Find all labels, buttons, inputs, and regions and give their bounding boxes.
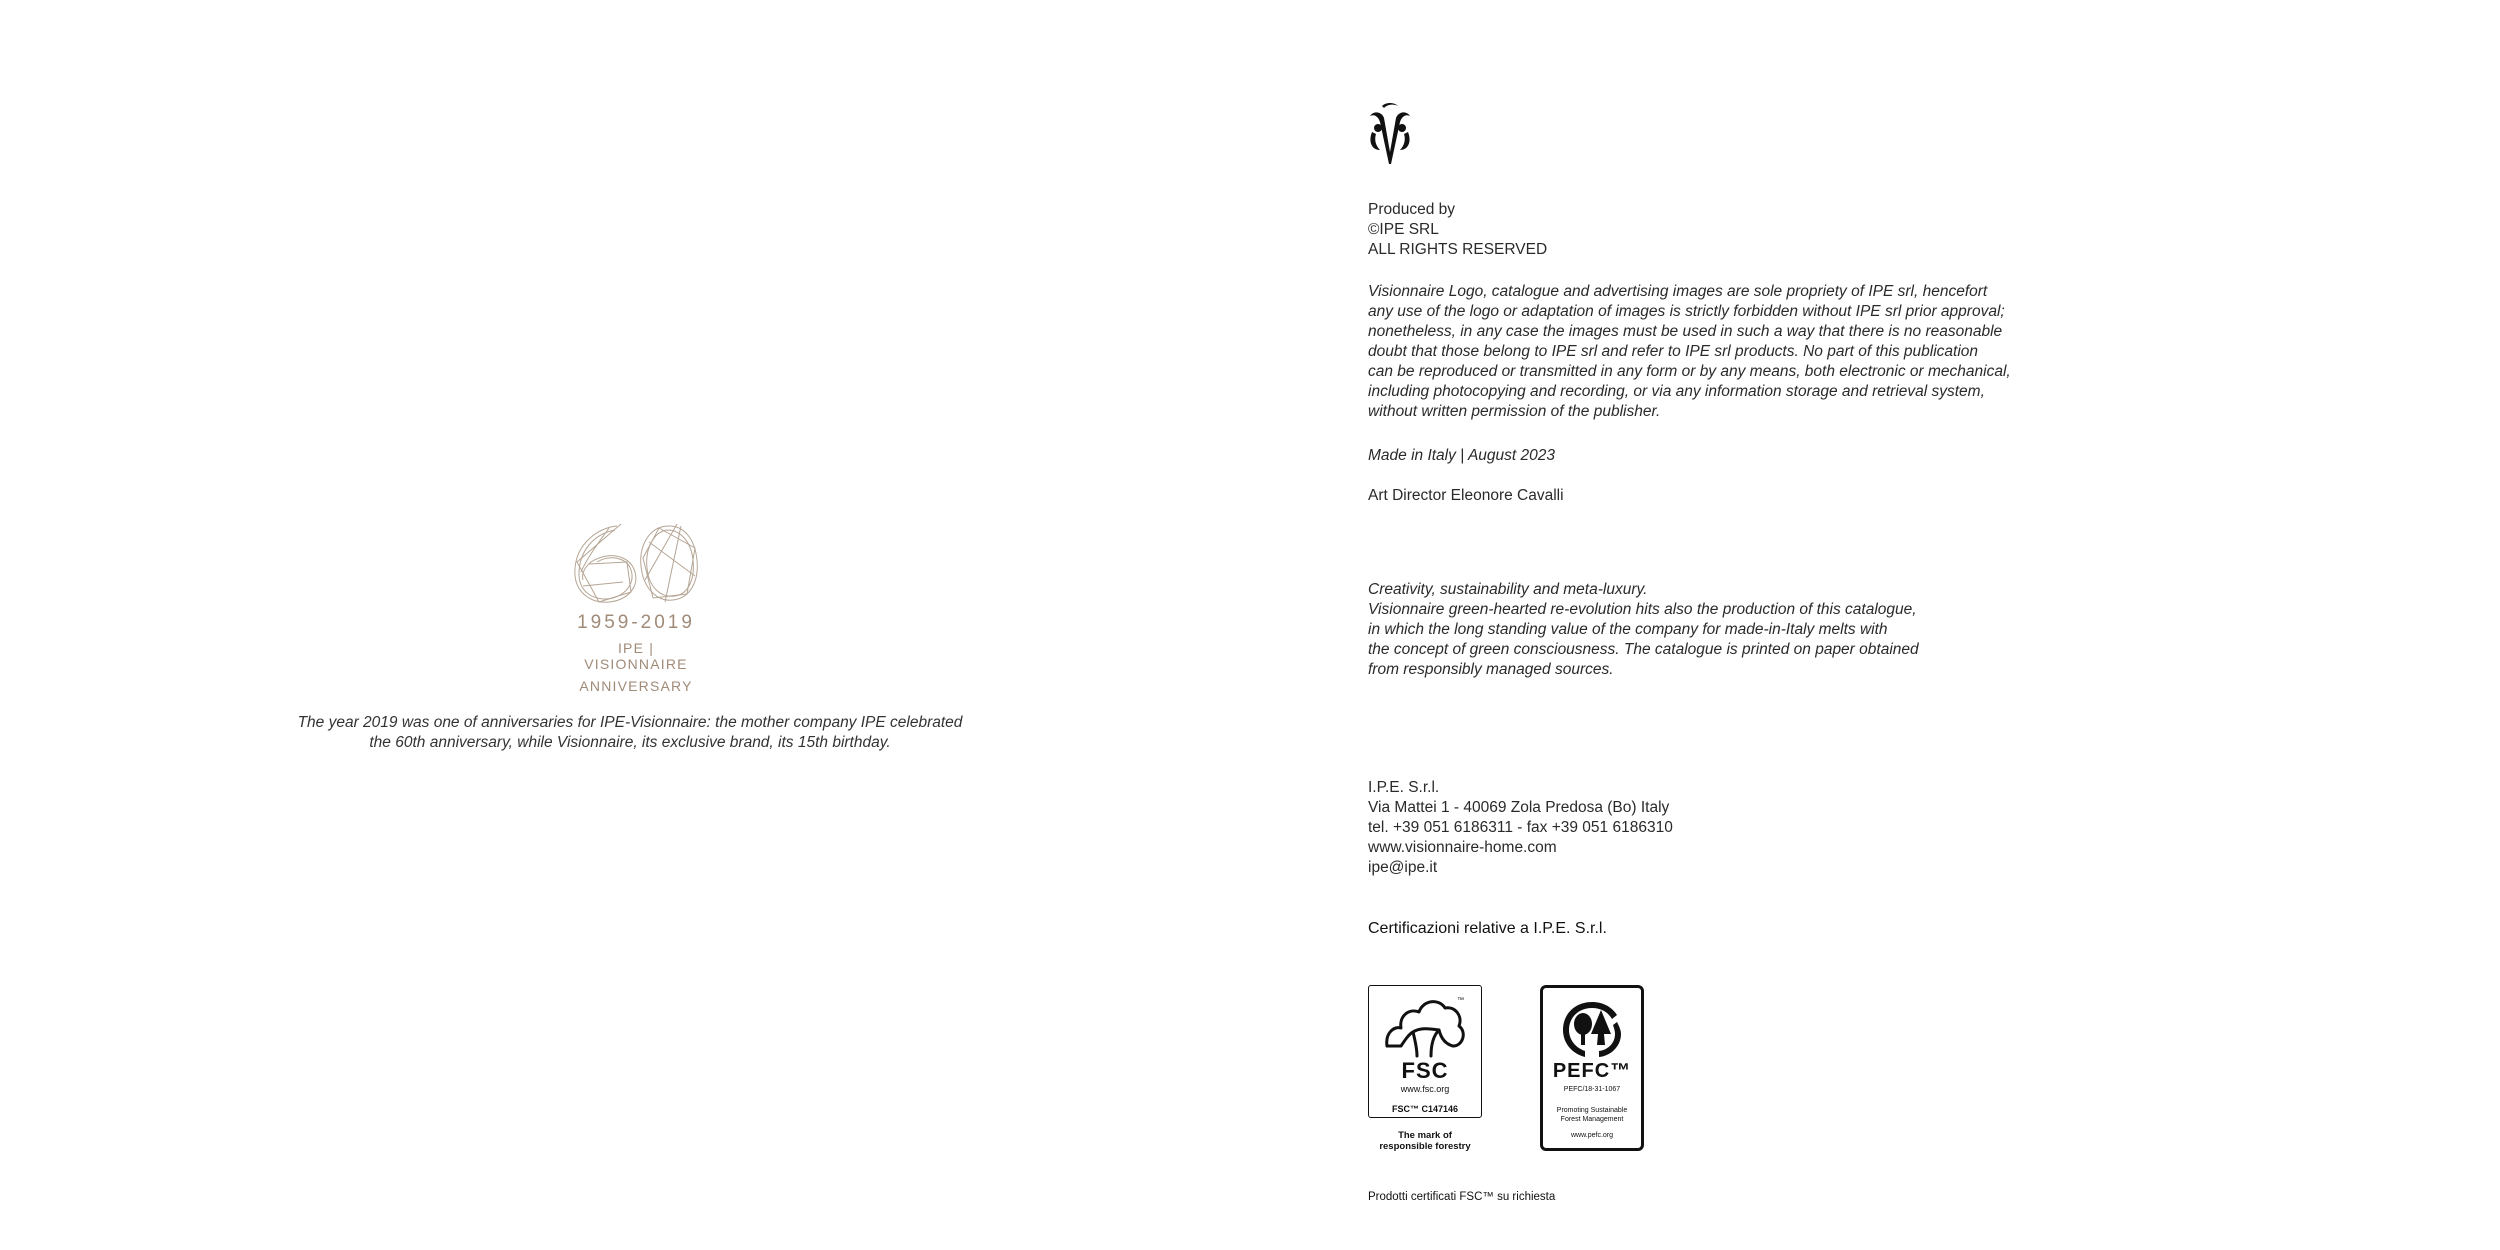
svg-text:™: ™ xyxy=(1457,997,1464,1004)
fsc-url: www.fsc.org xyxy=(1400,1084,1450,1094)
pefc-subtitle-line: Forest Management xyxy=(1560,1116,1624,1123)
pefc-url: www.pefc.org xyxy=(1570,1132,1614,1139)
company-name: I.P.E. S.r.l. xyxy=(1368,779,1440,796)
visionnaire-v-logo-icon xyxy=(1366,102,1414,166)
legal-line: can be reproduced or transmitted in any form or by any means, both electronic or mechanical, xyxy=(1368,363,2011,380)
copyright: ©IPE SRL xyxy=(1368,221,1439,238)
produced-by-block xyxy=(1368,200,1547,260)
statement-line: the concept of green consciousness. The catalogue is printed on paper obtained xyxy=(1368,641,1919,658)
fsc-license-code: FSC™ C147146 xyxy=(1391,1104,1459,1114)
legal-line: doubt that those belong to IPE srl and refer to IPE srl products. No part of this publication xyxy=(1368,343,1979,360)
anniversary-label: ANNIVERSARY xyxy=(579,678,693,694)
legal-line: any use of the logo or adaptation of images is strictly forbidden without IPE srl prior approval; xyxy=(1368,303,2005,320)
website-link[interactable]: www.visionnaire-home.com xyxy=(1368,839,1557,856)
statement-line: from responsibly managed sources. xyxy=(1368,661,1614,678)
sixty-emblem-icon xyxy=(569,522,703,606)
fsc-tree-icon xyxy=(1383,992,1469,1058)
pefc-name: PEFC™ xyxy=(1552,1060,1632,1082)
statement-line: in which the long standing value of the company for made-in-Italy melts with xyxy=(1368,621,1888,638)
fsc-name: FSC xyxy=(1401,1058,1449,1083)
rights-reserved: ALL RIGHTS RESERVED xyxy=(1368,241,1548,258)
pefc-trees-icon xyxy=(1561,1000,1623,1058)
sustainability-statement xyxy=(1368,580,1968,680)
statement-line: Creativity, sustainability and meta-luxury. xyxy=(1368,581,1648,598)
legal-line: without written permission of the publisher. xyxy=(1368,403,1661,420)
anniversary-emblem xyxy=(566,522,706,694)
email-link[interactable]: ipe@ipe.it xyxy=(1368,859,1438,876)
certifications-title: Certificazioni relative a I.P.E. S.r.l. xyxy=(1368,920,1607,937)
pefc-license-code: PEFC/18-31-1067 xyxy=(1563,1086,1621,1093)
pefc-subtitle-line: Promoting Sustainable xyxy=(1556,1107,1628,1114)
fsc-tagline xyxy=(1368,1130,1482,1152)
phone-fax: tel. +39 051 6186311 - fax +39 051 6186310 xyxy=(1368,819,1673,836)
pefc-subtitle xyxy=(1543,1106,1641,1124)
legal-line: including photocopying and recording, or via any information storage and retrieval system, xyxy=(1368,383,1985,400)
statement-line: Visionnaire green-hearted re-evolution hits also the production of this catalogue, xyxy=(1368,601,1917,618)
made-in-italy: Made in Italy | August 2023 xyxy=(1368,447,1555,464)
legal-line: nonetheless, in any case the images must be used in such a way that there is no reasonable xyxy=(1368,323,2003,340)
fsc-footnote: Prodotti certificati FSC™ su richiesta xyxy=(1368,1191,1556,1203)
caption-line: the 60th anniversary, while Visionnaire, its exclusive brand, its 15th birthday. xyxy=(369,734,891,751)
legal-notice xyxy=(1368,282,2028,422)
street-address: Via Mattei 1 - 40069 Zola Predosa (Bo) Italy xyxy=(1368,799,1670,816)
company-address xyxy=(1368,778,1673,878)
fsc-badge xyxy=(1368,985,1482,1118)
anniversary-caption xyxy=(250,713,1010,753)
anniversary-brand: IPE | VISIONNAIRE xyxy=(584,640,688,672)
legal-line: Visionnaire Logo, catalogue and advertising images are sole propriety of IPE srl, hencefort xyxy=(1368,283,1988,300)
pefc-badge xyxy=(1540,985,1644,1151)
anniversary-years: 1959-2019 xyxy=(577,612,695,633)
art-director: Art Director Eleonore Cavalli xyxy=(1368,487,1564,504)
fsc-tagline-line: responsible forestry xyxy=(1379,1141,1471,1152)
produced-by: Produced by xyxy=(1368,201,1456,218)
fsc-tagline-line: The mark of xyxy=(1398,1130,1452,1141)
caption-line: The year 2019 was one of anniversaries for IPE-Visionnaire: the mother company IPE celebrated xyxy=(297,714,963,731)
